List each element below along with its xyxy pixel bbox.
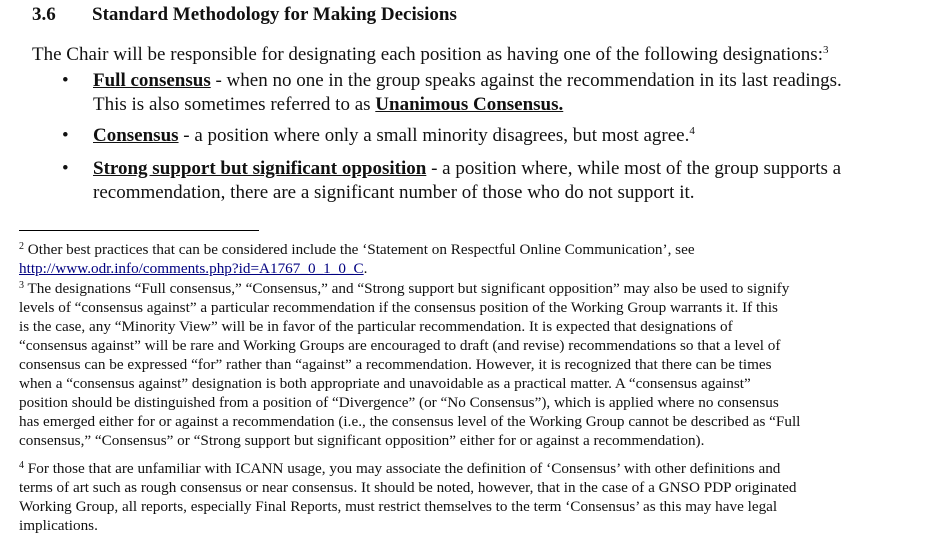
footnote-line: has emerged either for or against a recommendation (i.e., the consensus level of the Working Group cannot be described as “Full <box>19 413 801 430</box>
footnote-line: consensus,” “Consensus” or “Strong support but significant opposition” either for or against a recommendation). <box>19 432 705 449</box>
footnote-3 <box>19 279 899 450</box>
bullet-text-line1: - when no one in the group speaks against the recommendation in its last readings. <box>210 70 842 91</box>
footnote-line: “consensus against” will be rare and Working Groups are encouraged to draft (and revise) recommendations so that a level of <box>19 337 781 354</box>
section-number: 3.6 <box>32 4 56 25</box>
footnote-4 <box>19 459 899 535</box>
footnote-ref-4[interactable]: 4 <box>689 125 695 137</box>
footnote-text: Other best practices that can be considered include the ‘Statement on Respectful Online Communication’, see <box>24 241 695 258</box>
footnote-line: terms of art such as rough consensus or near consensus. It should be noted, however, that in the case of a GNSO PDP originated <box>19 479 797 496</box>
footnote-mark: 3 <box>19 280 24 291</box>
intro-text: The Chair will be responsible for designating each position as having one of the following designations: <box>32 44 823 65</box>
footnote-ref-3[interactable]: 3 <box>822 44 829 56</box>
term-consensus: Consensus <box>93 125 179 146</box>
bullet-dot-icon: • <box>62 158 69 179</box>
footnote-mark: 2 <box>19 241 24 252</box>
bullet-consensus <box>93 124 893 148</box>
footnote-line: position should be distinguished from a position of “Divergence” (or “No Consensus”), which is applied where no consensus <box>19 394 779 411</box>
bullet-strong-support <box>93 157 893 205</box>
bullet-text-line1: - a position where, while most of the group supports a <box>426 158 842 179</box>
footnote-link[interactable]: http://www.odr.info/comments.php?id=A1767_0_1_0_C <box>19 260 364 277</box>
term-unanimous-consensus: Unanimous Consensus. <box>375 94 564 115</box>
term-full-consensus: Full consensus <box>93 70 211 91</box>
term-strong-support: Strong support but significant opposition <box>93 158 427 179</box>
footnote-line: The designations “Full consensus,” “Consensus,” and “Strong support but significant opposition” may also be used to signify <box>24 280 790 297</box>
section-title: Standard Methodology for Making Decisions <box>92 4 457 25</box>
bullet-text: - a position where only a small minority disagrees, but most agree. <box>178 125 690 146</box>
bullet-text-line2: This is also sometimes referred to as <box>93 94 376 115</box>
footnote-line: implications. <box>19 517 98 534</box>
bullet-full-consensus <box>93 69 893 117</box>
footnote-line: when a “consensus against” designation is both appropriate and unavoidable as a practical matter. A “consensus against” <box>19 375 751 392</box>
footnote-line: is the case, any “Minority View” will be in favor of the particular recommendation. It is expected that designations of <box>19 318 733 335</box>
footnote-line: consensus can be expressed “for” rather than “against” a recommendation. However, it is recognized that there can be times <box>19 356 772 373</box>
footnote-separator <box>19 230 259 231</box>
section-heading <box>32 4 457 26</box>
footnote-line: For those that are unfamiliar with ICANN usage, you may associate the definition of ‘Consensus’ with other definitions and <box>24 460 781 477</box>
bullet-text-line2: recommendation, there are a significant number of those who do not support it. <box>93 182 695 203</box>
footnote-link-suffix: . <box>363 260 368 277</box>
bullet-dot-icon: • <box>62 125 69 146</box>
bullet-dot-icon: • <box>62 70 69 91</box>
footnote-line: levels of “consensus against” a particular recommendation if the consensus position of the Working Group warrants it. If this <box>19 299 778 316</box>
intro-paragraph <box>32 44 828 66</box>
footnote-mark: 4 <box>19 460 24 471</box>
footnote-2 <box>19 240 899 278</box>
footnote-line: Working Group, all reports, especially Final Reports, must restrict themselves to the term ‘Consensus’ as this may have legal <box>19 498 778 515</box>
